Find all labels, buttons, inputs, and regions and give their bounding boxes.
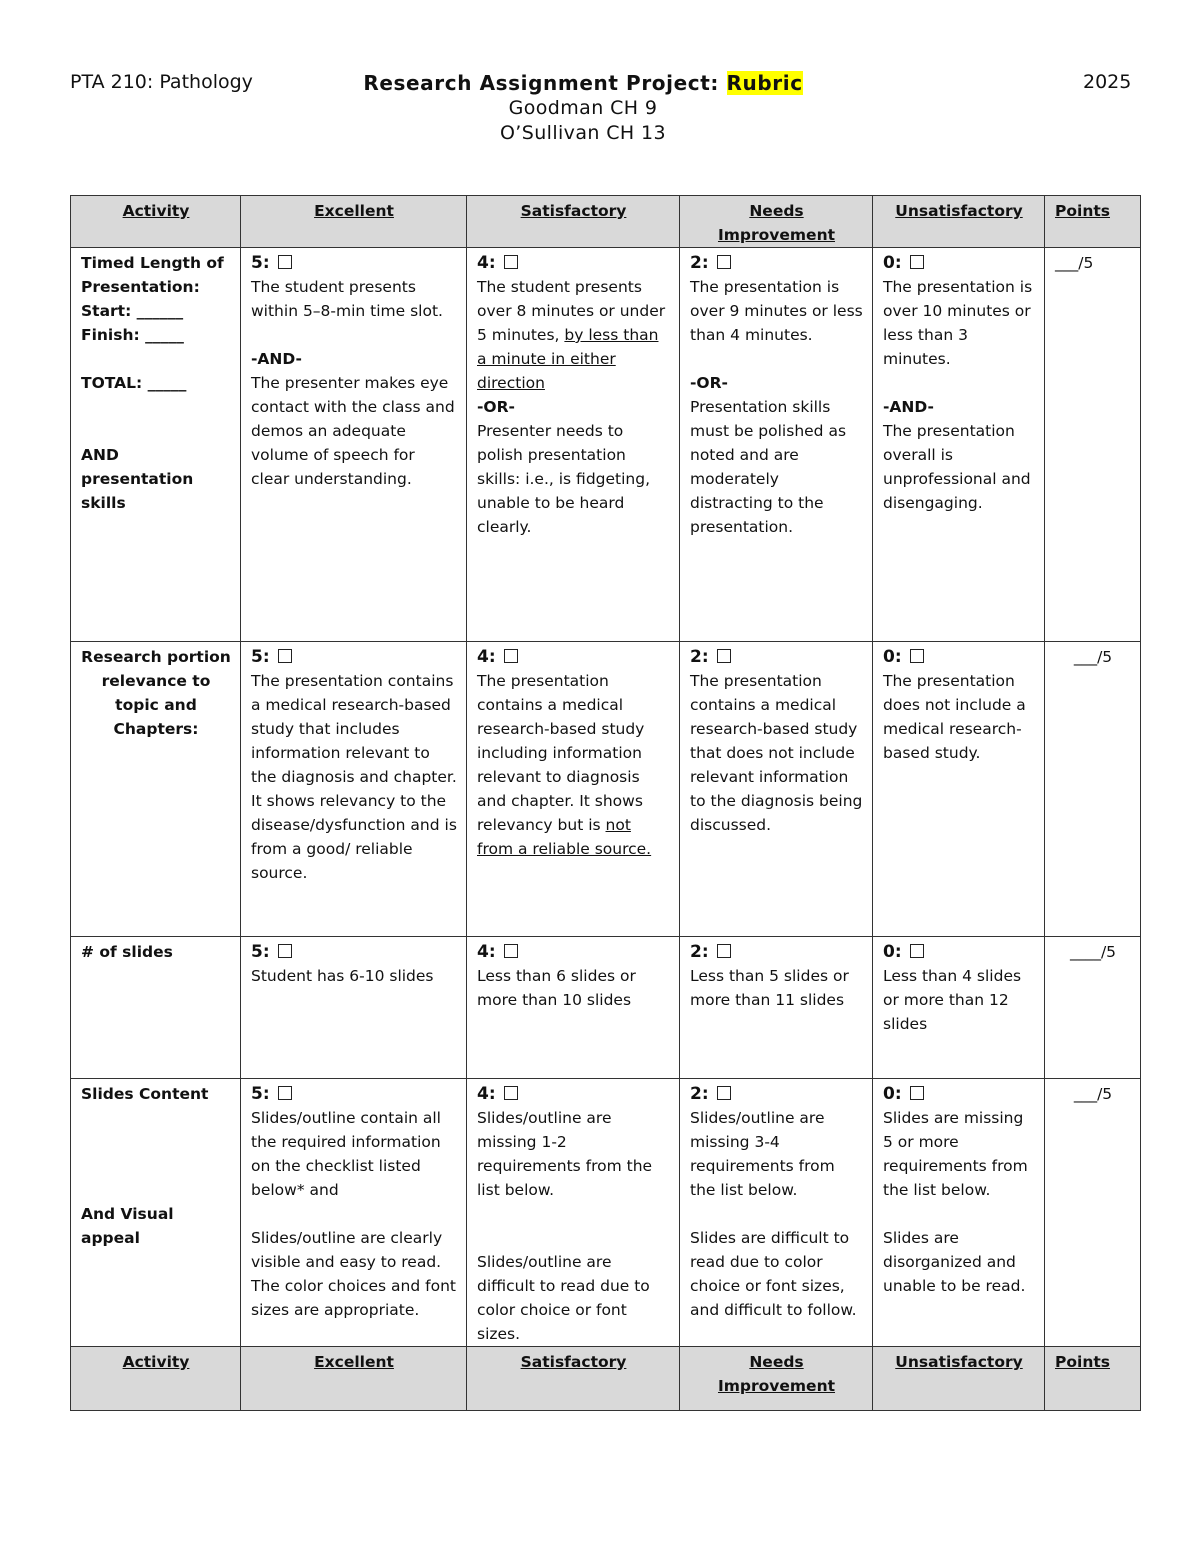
excellent-cell [241, 642, 467, 937]
checkbox-icon[interactable] [278, 649, 292, 663]
checkbox-icon[interactable] [504, 944, 518, 958]
activity-cell [71, 937, 241, 1079]
score-label: 0: [883, 1084, 902, 1104]
activity-sublabel: And Visual appeal [81, 1205, 174, 1247]
checkbox-icon[interactable] [278, 255, 292, 269]
course-name: PTA 210: Pathology [70, 71, 253, 93]
conjunction-text: -AND- [883, 398, 934, 416]
needs-improvement-cell [680, 1079, 873, 1347]
col-unsatisfactory: Unsatisfactory [873, 196, 1045, 248]
criteria-text: Slides/outline contain all the required information on the checklist listed below* and [251, 1109, 441, 1199]
score-label: 5: [251, 942, 270, 962]
unsatisfactory-cell [873, 1079, 1045, 1347]
needs-improvement-cell [680, 248, 873, 642]
criteria-underlined-text: by less than a minute in either direction [477, 326, 659, 392]
criteria-text: The student presents within 5–8-min time slot. [251, 278, 443, 320]
activity-cell [71, 1079, 241, 1347]
conjunction-text: -OR- [477, 398, 515, 416]
col-excellent: Excellent [241, 196, 467, 248]
checkbox-icon[interactable] [504, 649, 518, 663]
criteria-text: The presentation is over 10 minutes or less than 3 minutes. [883, 278, 1033, 368]
checkbox-icon[interactable] [278, 944, 292, 958]
excellent-cell [241, 1079, 467, 1347]
satisfactory-cell [467, 642, 680, 937]
score-label: 5: [251, 253, 270, 273]
criteria-text: The presentation does not include a medical research-based study. [883, 672, 1026, 762]
title-highlight: Rubric [726, 71, 803, 95]
table-row [71, 1079, 1141, 1347]
activity-label: # of slides [81, 943, 173, 961]
document-title [283, 70, 883, 96]
col-points: Points [1045, 1347, 1141, 1411]
points-cell[interactable]: ___/5 [1045, 248, 1141, 642]
checkbox-icon[interactable] [717, 255, 731, 269]
activity-label: Research portion relevance to topic and Chapters: [81, 648, 231, 738]
col-points: Points [1045, 196, 1141, 248]
points-cell[interactable]: ____/5 [1045, 937, 1141, 1079]
checkbox-icon[interactable] [910, 1086, 924, 1100]
criteria-text: Presentation skills must be polished as noted and are moderately distracting to the presentation. [690, 398, 847, 536]
criteria-text: Slides/outline are clearly visible and easy to read. The color choices and font sizes are appropriate. [251, 1229, 456, 1319]
criteria-text: Slides are missing 5 or more requirements from the list below. [883, 1109, 1028, 1199]
conjunction-text: -OR- [690, 374, 728, 392]
criteria-text: The presentation overall is unprofessional and disengaging. [883, 422, 1031, 512]
col-activity: Activity [71, 1347, 241, 1411]
needs-improvement-cell [680, 642, 873, 937]
header-row [71, 196, 1141, 248]
score-label: 5: [251, 1084, 270, 1104]
document-heading [283, 70, 883, 146]
activity-cell [71, 248, 241, 642]
points-cell[interactable]: ___/5 [1045, 642, 1141, 937]
criteria-text: The presenter makes eye contact with the class and demos an adequate volume of speech for clear understanding. [251, 374, 455, 488]
criteria-text: Slides/outline are difficult to read due to color choice or font sizes. [477, 1253, 650, 1343]
satisfactory-cell [467, 937, 680, 1079]
unsatisfactory-cell [873, 248, 1045, 642]
score-label: 2: [690, 647, 709, 667]
activity-sublabel: AND presentation skills [81, 446, 194, 512]
criteria-text: Student has 6-10 slides [251, 967, 434, 985]
col-activity: Activity [71, 196, 241, 248]
reference-osullivan: O’Sullivan CH 13 [499, 122, 667, 144]
criteria-text: The student presents over 8 minutes or under 5 minutes, [477, 278, 666, 344]
score-label: 0: [883, 647, 902, 667]
activity-label: Slides Content [81, 1085, 209, 1103]
criteria-text: Slides/outline are missing 3-4 requirements from the list below. [690, 1109, 835, 1199]
criteria-text: Less than 5 slides or more than 11 slides [690, 967, 849, 1009]
total-field: TOTAL: _____ [81, 374, 187, 392]
criteria-text: Slides are difficult to read due to color choice or font sizes, and difficult to follow. [690, 1229, 857, 1319]
score-label: 4: [477, 1084, 496, 1104]
score-label: 4: [477, 647, 496, 667]
excellent-cell [241, 248, 467, 642]
unsatisfactory-cell [873, 642, 1045, 937]
unsatisfactory-cell [873, 937, 1045, 1079]
criteria-underlined-text: not from a reliable source. [477, 816, 652, 858]
criteria-text: The presentation contains a medical research-based study including information relevant to diagnosis and chapter. It shows relevancy but is [477, 672, 645, 834]
checkbox-icon[interactable] [278, 1086, 292, 1100]
checkbox-icon[interactable] [717, 944, 731, 958]
activity-cell [71, 642, 241, 937]
table-row [71, 642, 1141, 937]
satisfactory-cell [467, 248, 680, 642]
col-excellent: Excellent [241, 1347, 467, 1411]
col-needs-improvement: Needs Improvement [680, 196, 873, 248]
criteria-text: Presenter needs to polish presentation skills: i.e., is fidgeting, unable to be heard clearly. [477, 422, 651, 536]
checkbox-icon[interactable] [504, 1086, 518, 1100]
checkbox-icon[interactable] [910, 944, 924, 958]
checkbox-icon[interactable] [910, 649, 924, 663]
conjunction-text: -AND- [251, 350, 302, 368]
criteria-text: Slides/outline are missing 1-2 requirements from the list below. [477, 1109, 653, 1199]
criteria-text: Slides are disorganized and unable to be read. [883, 1229, 1026, 1295]
score-label: 0: [883, 942, 902, 962]
rubric-table [70, 195, 1141, 1411]
col-needs-improvement: Needs Improvement [680, 1347, 873, 1411]
start-field: Start: ______ [81, 302, 184, 320]
score-label: 2: [690, 1084, 709, 1104]
col-satisfactory: Satisfactory [467, 196, 680, 248]
criteria-text: Less than 4 slides or more than 12 slides [883, 967, 1022, 1033]
table-row [71, 248, 1141, 642]
col-satisfactory: Satisfactory [467, 1347, 680, 1411]
score-label: 0: [883, 253, 902, 273]
finish-field: Finish: _____ [81, 326, 184, 344]
criteria-text: The presentation contains a medical research-based study that does not include relevant information to the diagnosis being discussed. [690, 672, 863, 834]
table-row [71, 937, 1141, 1079]
criteria-text: Less than 6 slides or more than 10 slides [477, 967, 636, 1009]
checkbox-icon[interactable] [717, 649, 731, 663]
reference-goodman: Goodman CH 9 [508, 97, 658, 119]
checkbox-icon[interactable] [504, 255, 518, 269]
excellent-cell [241, 937, 467, 1079]
score-label: 5: [251, 647, 270, 667]
score-label: 2: [690, 942, 709, 962]
col-unsatisfactory: Unsatisfactory [873, 1347, 1045, 1411]
satisfactory-cell [467, 1079, 680, 1347]
checkbox-icon[interactable] [910, 255, 924, 269]
checkbox-icon[interactable] [717, 1086, 731, 1100]
criteria-text: The presentation is over 9 minutes or less than 4 minutes. [690, 278, 863, 344]
needs-improvement-cell [680, 937, 873, 1079]
score-label: 2: [690, 253, 709, 273]
title-main: Research Assignment Project: [363, 71, 727, 95]
criteria-text: The presentation contains a medical research-based study that includes information relevant to the diagnosis and chapter. It shows relevancy to the disease/dysfunction and is from a good/ reliable source. [251, 672, 457, 882]
score-label: 4: [477, 942, 496, 962]
year: 2025 [1083, 71, 1132, 93]
score-label: 4: [477, 253, 496, 273]
points-cell[interactable]: ___/5 [1045, 1079, 1141, 1347]
footer-header-row [71, 1347, 1141, 1411]
activity-label: Timed Length of Presentation: [81, 254, 224, 296]
